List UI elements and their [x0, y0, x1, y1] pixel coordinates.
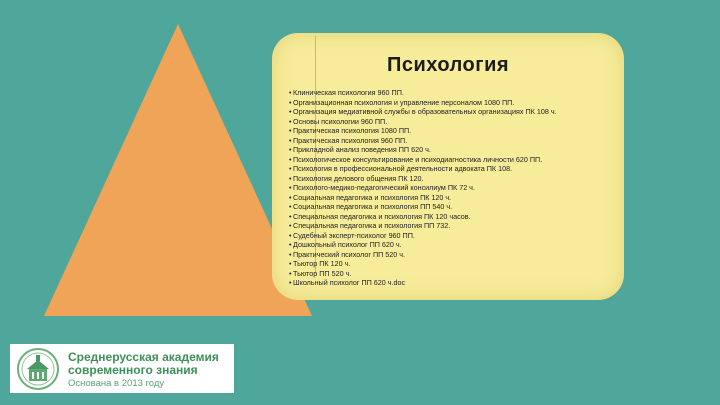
course-list-item	[289, 174, 611, 184]
course-list-item-text: Организационная психология и управление персоналом 1080 ПП.	[293, 97, 515, 107]
course-list-item-text: Специальная педагогика и психология ПП 732.	[293, 221, 451, 230]
course-list-item-text: Тьютор ПК 120 ч.	[293, 259, 351, 268]
academy-logo	[10, 344, 234, 393]
course-list-item-text: Клиническая психология 960 ПП.	[293, 88, 404, 97]
course-list-item-text: Практический психолог ПП 520 ч.	[293, 249, 406, 259]
course-list-item-text: Организация медиативной службы в образовательных организациях ПК 108 ч.	[293, 107, 557, 116]
course-list-item-text: Социальная педагогика и психология ПП 540 ч.	[293, 202, 453, 211]
bullet-icon: •	[289, 173, 292, 183]
bullet-icon: •	[289, 240, 292, 249]
course-list-item	[289, 193, 611, 203]
logo-line-2: современного знания	[68, 363, 198, 377]
course-list-item-text: Школьный психолог ПП 620 ч.doc	[293, 278, 406, 287]
academy-building-emblem-icon	[16, 347, 60, 391]
course-list-item	[289, 155, 611, 165]
course-list-item	[289, 259, 611, 269]
bullet-icon: •	[289, 249, 292, 259]
course-list-item	[289, 136, 611, 146]
bullet-icon: •	[289, 221, 292, 230]
course-list-item	[289, 212, 611, 222]
bullet-icon: •	[289, 88, 292, 97]
course-list-item	[289, 240, 611, 250]
course-list-item	[289, 98, 611, 108]
course-list-item	[289, 221, 611, 231]
course-list-item	[289, 183, 611, 193]
bullet-icon: •	[289, 230, 292, 240]
bullet-icon: •	[289, 183, 292, 192]
course-list-item	[289, 250, 611, 260]
bullet-icon: •	[289, 126, 292, 135]
course-list-item	[289, 107, 611, 117]
course-list-item	[289, 269, 611, 279]
course-list-item-text: Практическая психология 1080 ПП.	[293, 126, 412, 135]
bullet-icon: •	[289, 211, 292, 221]
course-list-item-text: Психология делового общения ПК 120.	[293, 173, 424, 183]
course-list-item	[289, 231, 611, 241]
course-list-item-text: Дошкольный психолог ПП 620 ч.	[293, 240, 402, 249]
bullet-icon: •	[289, 97, 292, 107]
course-list-item-text: Тьютор ПП 520 ч.	[293, 268, 352, 278]
course-list-item	[289, 117, 611, 127]
logo-line-3: Основана в 2013 году	[68, 378, 165, 389]
course-list-item	[289, 88, 611, 98]
course-list-item-text: Практическая психология 960 ПП.	[293, 135, 408, 145]
logo-line-1: Среднерусская академия	[68, 350, 219, 364]
bullet-icon: •	[289, 202, 292, 211]
course-list-item	[289, 164, 611, 174]
course-list-item-text: Психологическое консультирование и психодиагностика личности 620 ПП.	[293, 154, 543, 164]
bullet-icon: •	[289, 116, 292, 126]
course-list-item-text: Судебный эксперт-психолог 960 ПП.	[293, 230, 415, 240]
bullet-icon: •	[289, 268, 292, 278]
course-list	[289, 88, 611, 288]
course-list-item	[289, 145, 611, 155]
bullet-icon: •	[289, 135, 292, 145]
bullet-icon: •	[289, 164, 292, 173]
course-list-item	[289, 126, 611, 136]
card-title: Психология	[386, 54, 510, 76]
course-list-item-text: Психология в профессиональной деятельности адвоката ПК 108.	[293, 164, 513, 173]
course-list-item-text: Психолого-медико-педагогический консилиум ПК 72 ч.	[293, 183, 475, 192]
course-list-item-text: Прикладной анализ поведения ПП 620 ч.	[293, 145, 431, 154]
course-list-item-text: Социальная педагогика и психология ПК 120 ч.	[293, 192, 452, 202]
course-list-item-text: Основы психологии 960 ПП.	[293, 116, 388, 126]
course-list-item	[289, 202, 611, 212]
bullet-icon: •	[289, 107, 292, 116]
bullet-icon: •	[289, 259, 292, 268]
bullet-icon: •	[289, 154, 292, 164]
bullet-icon: •	[289, 278, 292, 287]
course-list-item-text: Специальная педагогика и психология ПК 120 часов.	[293, 211, 471, 221]
bullet-icon: •	[289, 192, 292, 202]
bullet-icon: •	[289, 145, 292, 154]
course-list-item	[289, 278, 611, 288]
